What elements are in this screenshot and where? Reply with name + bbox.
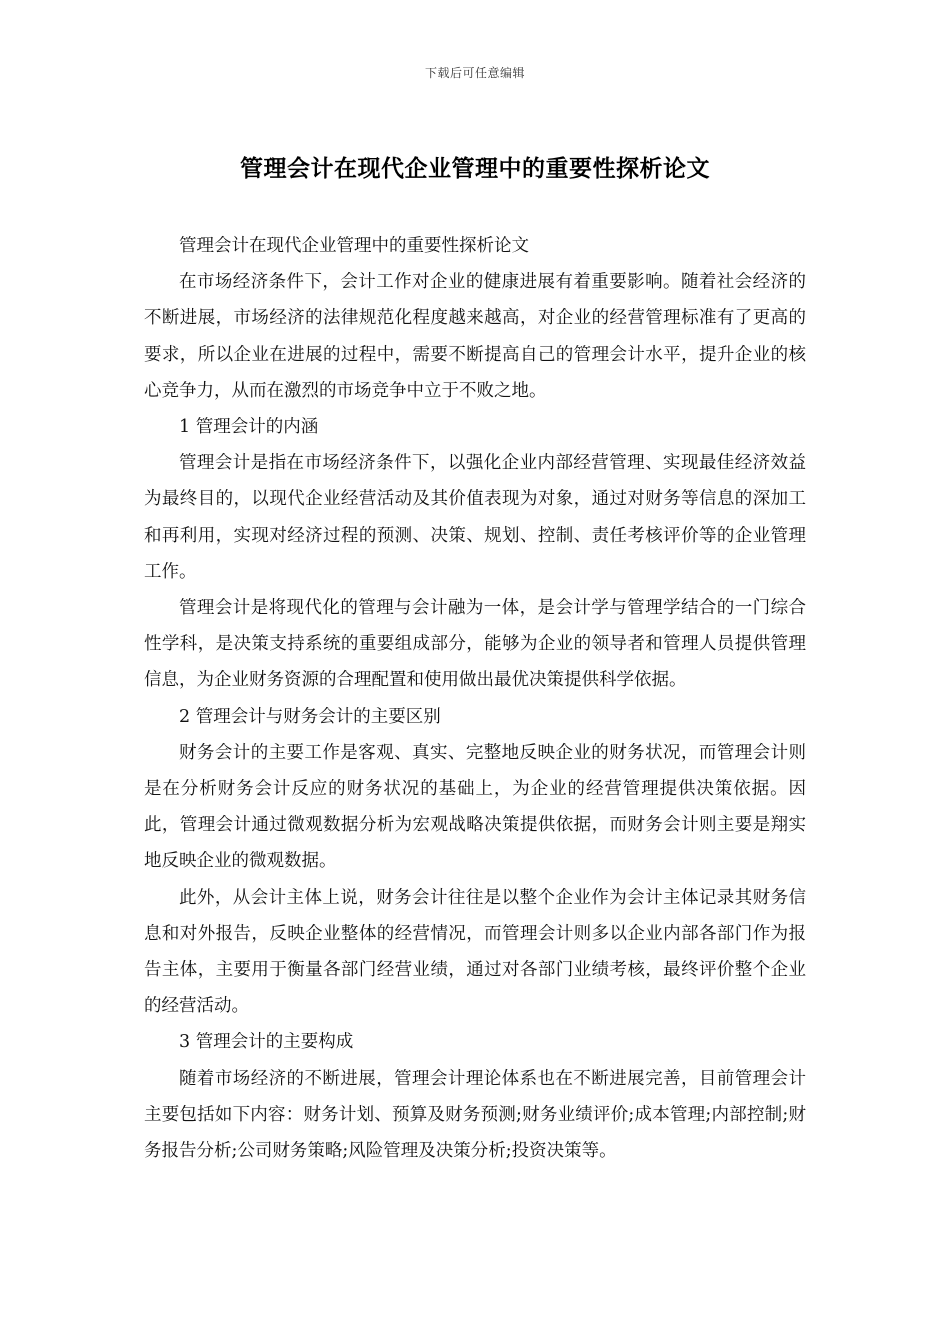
document-body	[144, 228, 806, 1169]
paragraph-difference-subject: 此外，从会计主体上说，财务会计往往是以整个企业作为会计主体记录其财务信息和对外报告，反映企业整体的经营情况，而管理会计则多以企业内部各部门作为报告主体，主要用于衡量各部门经营业绩，通过对各部门业绩考核，最终评价整个企业的经营活动。	[144, 887, 806, 1017]
paragraph-definition: 管理会计是指在市场经济条件下，以强化企业内部经营管理、实现最佳经济效益为最终目的，以现代企业经营活动及其价值表现为对象，通过对财务等信息的深加工和再利用，实现对经济过程的预测、决策、规划、控制、责任考核评价等的企业管理工作。	[144, 453, 806, 582]
section-heading-3: 3 管理会计的主要构成	[179, 1032, 354, 1053]
section-heading-2: 2 管理会计与财务会计的主要区别	[179, 706, 441, 727]
paragraph-difference-work: 财务会计的主要工作是客观、真实、完整地反映企业的财务状况，而管理会计则是在分析财务会计反应的财务状况的基础上，为企业的经营管理提供决策依据。因此，管理会计通过微观数据分析为宏观战略决策提供依据，而财务会计则主要是翔实地反映企业的微观数据。	[144, 742, 806, 872]
section-heading-1: 1 管理会计的内涵	[179, 417, 319, 438]
document-title: 管理会计在现代企业管理中的重要性探析论文	[240, 155, 710, 182]
paragraph-introduction: 在市场经济条件下，会计工作对企业的健康进展有着重要影响。随着社会经济的不断进展，市场经济的法律规范化程度越来越高，对企业的经营管理标准有了更高的要求，所以企业在进展的过程中，需要不断提高自己的管理会计水平，提升企业的核心竞争力，从而在激烈的市场竞争中立于不败之地。	[144, 272, 806, 401]
paragraph-components: 随着市场经济的不断进展，管理会计理论体系也在不断进展完善，目前管理会计主要包括如下内容：财务计划、预算及财务预测;财务业绩评价;成本管理;内部控制;财务报告分析;公司财务策略;风险管理及决策分析;投资决策等。	[144, 1068, 806, 1162]
header-note: 下载后可任意编辑	[424, 66, 525, 80]
paragraph-discipline: 管理会计是将现代化的管理与会计融为一体，是会计学与管理学结合的一门综合性学科，是决策支持系统的重要组成部分，能够为企业的领导者和管理人员提供管理信息，为企业财务资源的合理配置和使用做出最优决策提供科学依据。	[144, 598, 806, 691]
paragraph-intro-title: 管理会计在现代企业管理中的重要性探析论文	[179, 236, 529, 256]
